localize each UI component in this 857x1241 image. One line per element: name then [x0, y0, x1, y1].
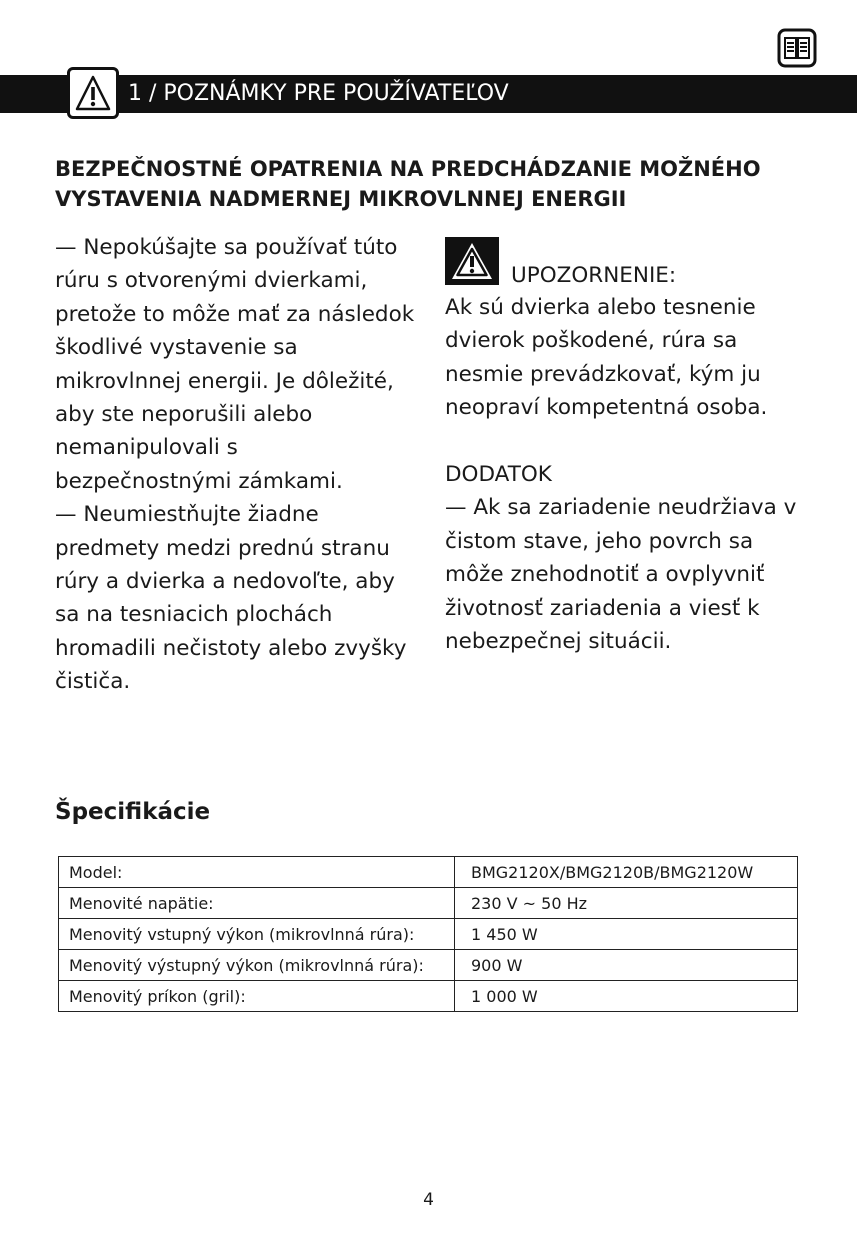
- right-column: [445, 237, 815, 658]
- warning-label: UPOZORNENIE:: [511, 263, 677, 288]
- manual-book-icon: [777, 28, 817, 68]
- damaged-door-warning-text: Ak sú dvierka alebo tesnenie dvierok poškodené, rúra sa nesmie prevádzkovať, kým ju neopraví kompetentná osoba.: [445, 295, 768, 421]
- addendum-text: — Ak sa zariadenie neudržiava v čistom stave, jeho povrch sa môže znehodnotiť a ovplyvniť životnosť zariadenia a viesť k nebezpečnej situácii.: [445, 495, 797, 655]
- section-title: 1 / POZNÁMKY PRE POUŽÍVATEĽOV: [128, 81, 509, 106]
- warning-triangle-icon: [67, 67, 119, 119]
- table-row: [59, 857, 798, 888]
- spec-label: Menovitý vstupný výkon (mikrovlnná rúra):: [59, 919, 455, 950]
- specifications-title: Špecifikácie: [55, 799, 211, 825]
- spec-value: 1 000 W: [455, 981, 798, 1012]
- safety-heading: [55, 154, 815, 214]
- table-row: [59, 919, 798, 950]
- spec-value: 900 W: [455, 950, 798, 981]
- warning-row: [445, 237, 815, 291]
- safety-heading-line-2: VYSTAVENIA NADMERNEJ MIKROVLNNEJ ENERGII: [55, 187, 627, 211]
- page-number: 4: [423, 1190, 434, 1210]
- table-row: [59, 981, 798, 1012]
- spec-value: 230 V ~ 50 Hz: [455, 888, 798, 919]
- spec-label: Menovité napätie:: [59, 888, 455, 919]
- door-obstruction-paragraph: — Neumiestňujte žiadne predmety medzi prednú stranu rúry a dvierka a nedovoľte, aby sa na tesniacich plochách hromadili nečistoty alebo zvyšky čističa.: [55, 502, 407, 695]
- spec-label: Menovitý výstupný výkon (mikrovlnná rúra):: [59, 950, 455, 981]
- spec-value: 1 450 W: [455, 919, 798, 950]
- door-open-warning-paragraph: — Nepokúšajte sa používať túto rúru s otvorenými dvierkami, pretože to môže mať za následok škodlivé vystavenie sa mikrovlnnej energii. Je dôležité, aby ste neporušili alebo nemanipulovali s bezpečnostnými zámkami.: [55, 235, 415, 494]
- addendum-title: DODATOK: [445, 462, 552, 488]
- spec-value: BMG2120X/BMG2120B/BMG2120W: [455, 857, 798, 888]
- left-column: [55, 231, 415, 699]
- specifications-table: [58, 856, 798, 1012]
- table-row: [59, 888, 798, 919]
- table-row: [59, 950, 798, 981]
- spec-label: Menovitý príkon (gril):: [59, 981, 455, 1012]
- spec-label: Model:: [59, 857, 455, 888]
- safety-heading-line-1: BEZPEČNOSTNÉ OPATRENIA NA PREDCHÁDZANIE MOŽNÉHO: [55, 157, 761, 181]
- warning-sign-icon: [445, 237, 499, 285]
